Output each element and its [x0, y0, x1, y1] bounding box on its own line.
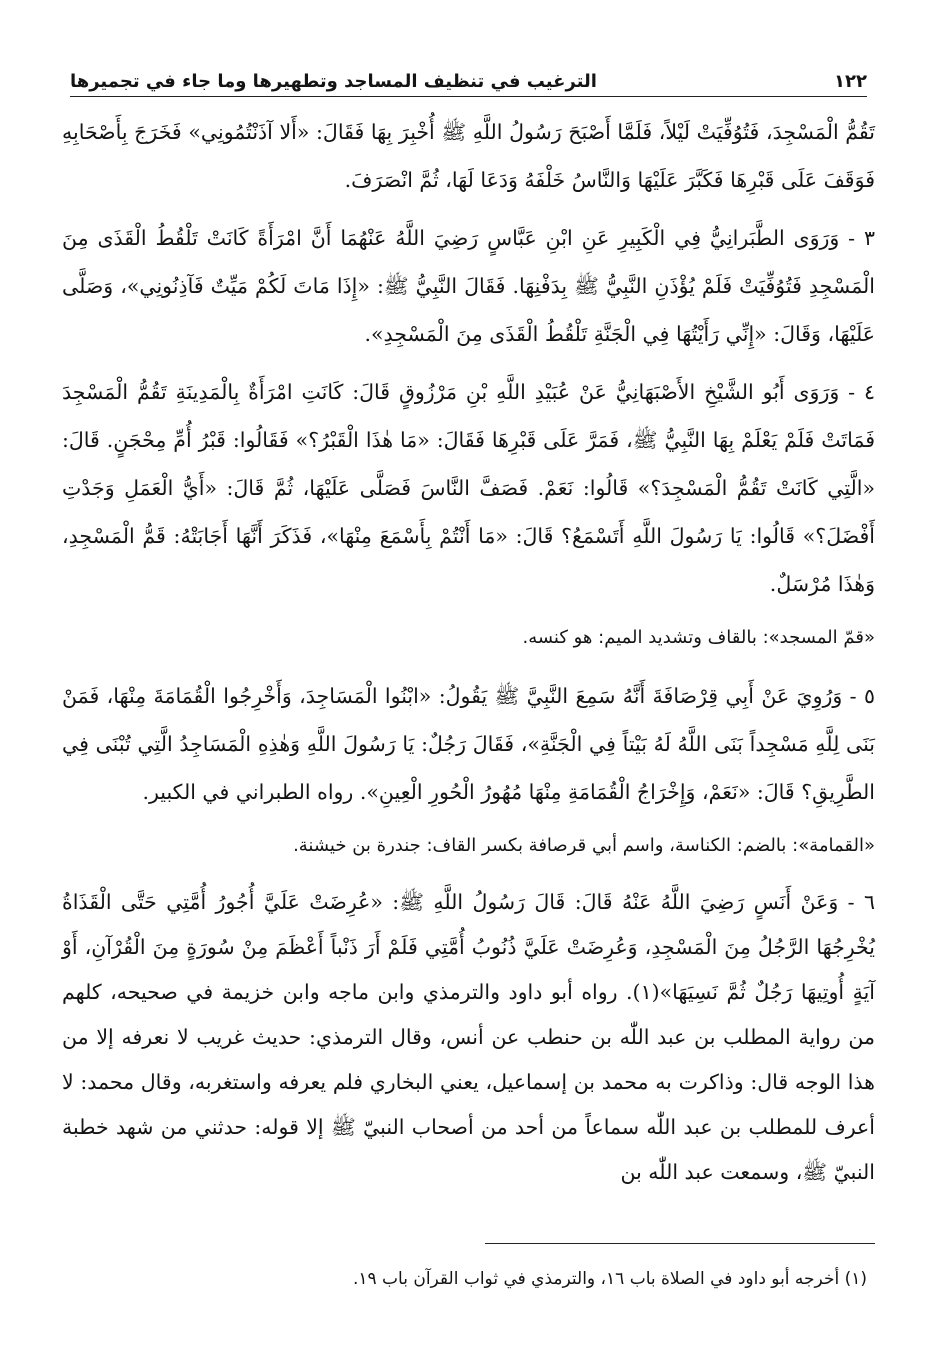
hadith-5: ٥ - وَرُوِيَ عَنْ أَبِي قِرْصَافَةَ أَنَّهُ سَمِعَ النَّبِيَّ ﷺ يَقُولُ: «ابْنُوا الْمَسَاجِدَ، وَأَخْرِجُوا الْقُمَامَةَ مِنْهَا، فَمَنْ بَنَى لِلَّهِ مَسْجِداً بَنَى اللَّهُ لَهُ بَيْتاً فِي الْجَنَّةِ»، فَقَالَ رَجُلٌ: يَا رَسُولَ اللَّهِ وَهٰذِهِ الْمَسَاجِدُ الَّتِي تُبْنَى فِي الطَّرِيقِ؟ قَالَ: «نَعَمْ، وَإِخْرَاجُ الْقُمَامَةِ مِنْهَا مُهُورُ الْحُورِ الْعِينِ». رواه الطبراني في الكبير.	[62, 684, 875, 804]
paragraph-continuation: تَقُمُّ الْمَسْجِدَ، فَتُوُفِّيَتْ لَيْلاً، فَلَمَّا أَصْبَحَ رَسُولُ اللَّهِ ﷺ أُخْبِرَ بِهَا فَقَالَ: «أَلا آذَنْتُمُونِي» فَخَرَجَ بِأَصْحَابِهِ فَوَقَفَ عَلَى قَبْرِهَا فَكَبَّرَ عَلَيْهَا وَالنَّاسُ خَلْفَهُ وَدَعَا لَهَا، ثُمَّ انْصَرَفَ.	[62, 120, 875, 192]
footnote: (١) أخرجه أبو داود في الصلاة باب ١٦، والترمذي في ثواب القرآن باب ١٩.	[352, 1269, 867, 1289]
hadith-3: ٣ - وَرَوَى الطَّبَرانِيُّ فِي الْكَبِيرِ عَنِ ابْنِ عَبَّاسٍ رَضِيَ اللَّهُ عَنْهُمَا أَنَّ امْرَأَةً كَانَتْ تَلْقُطُ الْقَذَى مِنَ الْمَسْجِدِ فَتُوُفِّيَتْ فَلَمْ يُؤْذَنِ النَّبِيُّ ﷺ بِدَفْنِهَا. فَقَالَ النَّبِيُّ ﷺ: «إِذَا مَاتَ لَكُمْ مَيِّتٌ فَآذِنُونِي»، وَصَلَّى عَلَيْهَا، وَقَالَ: «إِنِّي رَأَيْتُهَا فِي الْجَنَّةِ تَلْقُطُ الْقَذَى مِنَ الْمَسْجِدِ».	[62, 226, 875, 346]
page-header	[70, 60, 867, 97]
gloss-note-1: «قمّ المسجد»: بالقاف وتشديد الميم: هو كنسه.	[522, 627, 875, 648]
footnote-divider	[485, 1243, 875, 1244]
gloss-note-2: «القمامة»: بالضم: الكناسة، واسم أبي قرصافة بكسر القاف: جندرة بن خيشنة.	[293, 835, 875, 856]
page-number: ١٢٢	[834, 71, 867, 92]
hadith-4: ٤ - وَرَوَى أَبُو الشَّيْخِ الأَصْبَهَانِيُّ عَنْ عُبَيْدِ اللَّهِ بْنِ مَرْزُوقٍ قَالَ: كَانَتِ امْرَأَةٌ بِالْمَدِينَةِ تَقُمُّ الْمَسْجِدَ فَمَاتَتْ فَلَمْ يَعْلَمْ بِهَا النَّبِيُّ ﷺ، فَمَرَّ عَلَى قَبْرِهَا فَقَالَ: «مَا هٰذَا الْقَبْرُ؟» فَقَالُوا: قَبْرُ أُمِّ مِحْجَنٍ. قَالَ: «الَّتِي كَانَتْ تَقُمُّ الْمَسْجِدَ؟» قَالُوا: نَعَمْ. فَصَفَّ النَّاسَ فَصَلَّى عَلَيْهَا، ثُمَّ قَالَ: «أَيُّ الْعَمَلِ وَجَدْتِ أَفْضَلَ؟» قَالُوا: يَا رَسُولَ اللَّهِ أَتَسْمَعُ؟ قَالَ: «مَا أَنْتُمْ بِأَسْمَعَ مِنْهَا»، فَذَكَرَ أَنَّهَا أَجَابَتْهُ: قَمُّ الْمَسْجِدِ، وَهٰذَا مُرْسَلٌ.	[62, 380, 875, 596]
hadith-6: ٦ - وَعَنْ أَنَسٍ رَضِيَ اللَّهُ عَنْهُ قَالَ: قَالَ رَسُولُ اللَّهِ ﷺ: «عُرِضَتْ عَلَيَّ أُجُورُ أُمَّتِي حَتَّى الْقَذَاةُ يُخْرِجُهَا الرَّجُلُ مِنَ الْمَسْجِدِ، وَعُرِضَتْ عَلَيَّ ذُنُوبُ أُمَّتِي فَلَمْ أَرَ ذَنْباً أَعْظَمَ مِنْ سُورَةٍ مِنَ الْقُرْآنِ، أَوْ آيَةٍ أُوتِيهَا رَجُلٌ ثُمَّ نَسِيَهَا»(١). رواه أبو داود والترمذي وابن ماجه وابن خزيمة في صحيحه، كلهم من رواية المطلب بن عبد اللّٰه بن حنطب عن أنس، وقال الترمذي: حديث غريب لا نعرفه إلا من هذا الوجه قال: وذاكرت به محمد بن إسماعيل، يعني البخاري فلم يعرفه واستغربه، وقال محمد: لا أعرف للمطلب بن عبد اللّٰه سماعاً من أحد من أصحاب النبيّ ﷺ إلا قوله: حدثني من شهد خطبة النبيّ ﷺ، وسمعت عبد اللّٰه بن	[62, 890, 875, 1184]
page-body	[62, 108, 875, 1205]
running-title: الترغيب في تنظيف المساجد وتطهيرها وما جاء في تجميرها	[70, 71, 597, 92]
